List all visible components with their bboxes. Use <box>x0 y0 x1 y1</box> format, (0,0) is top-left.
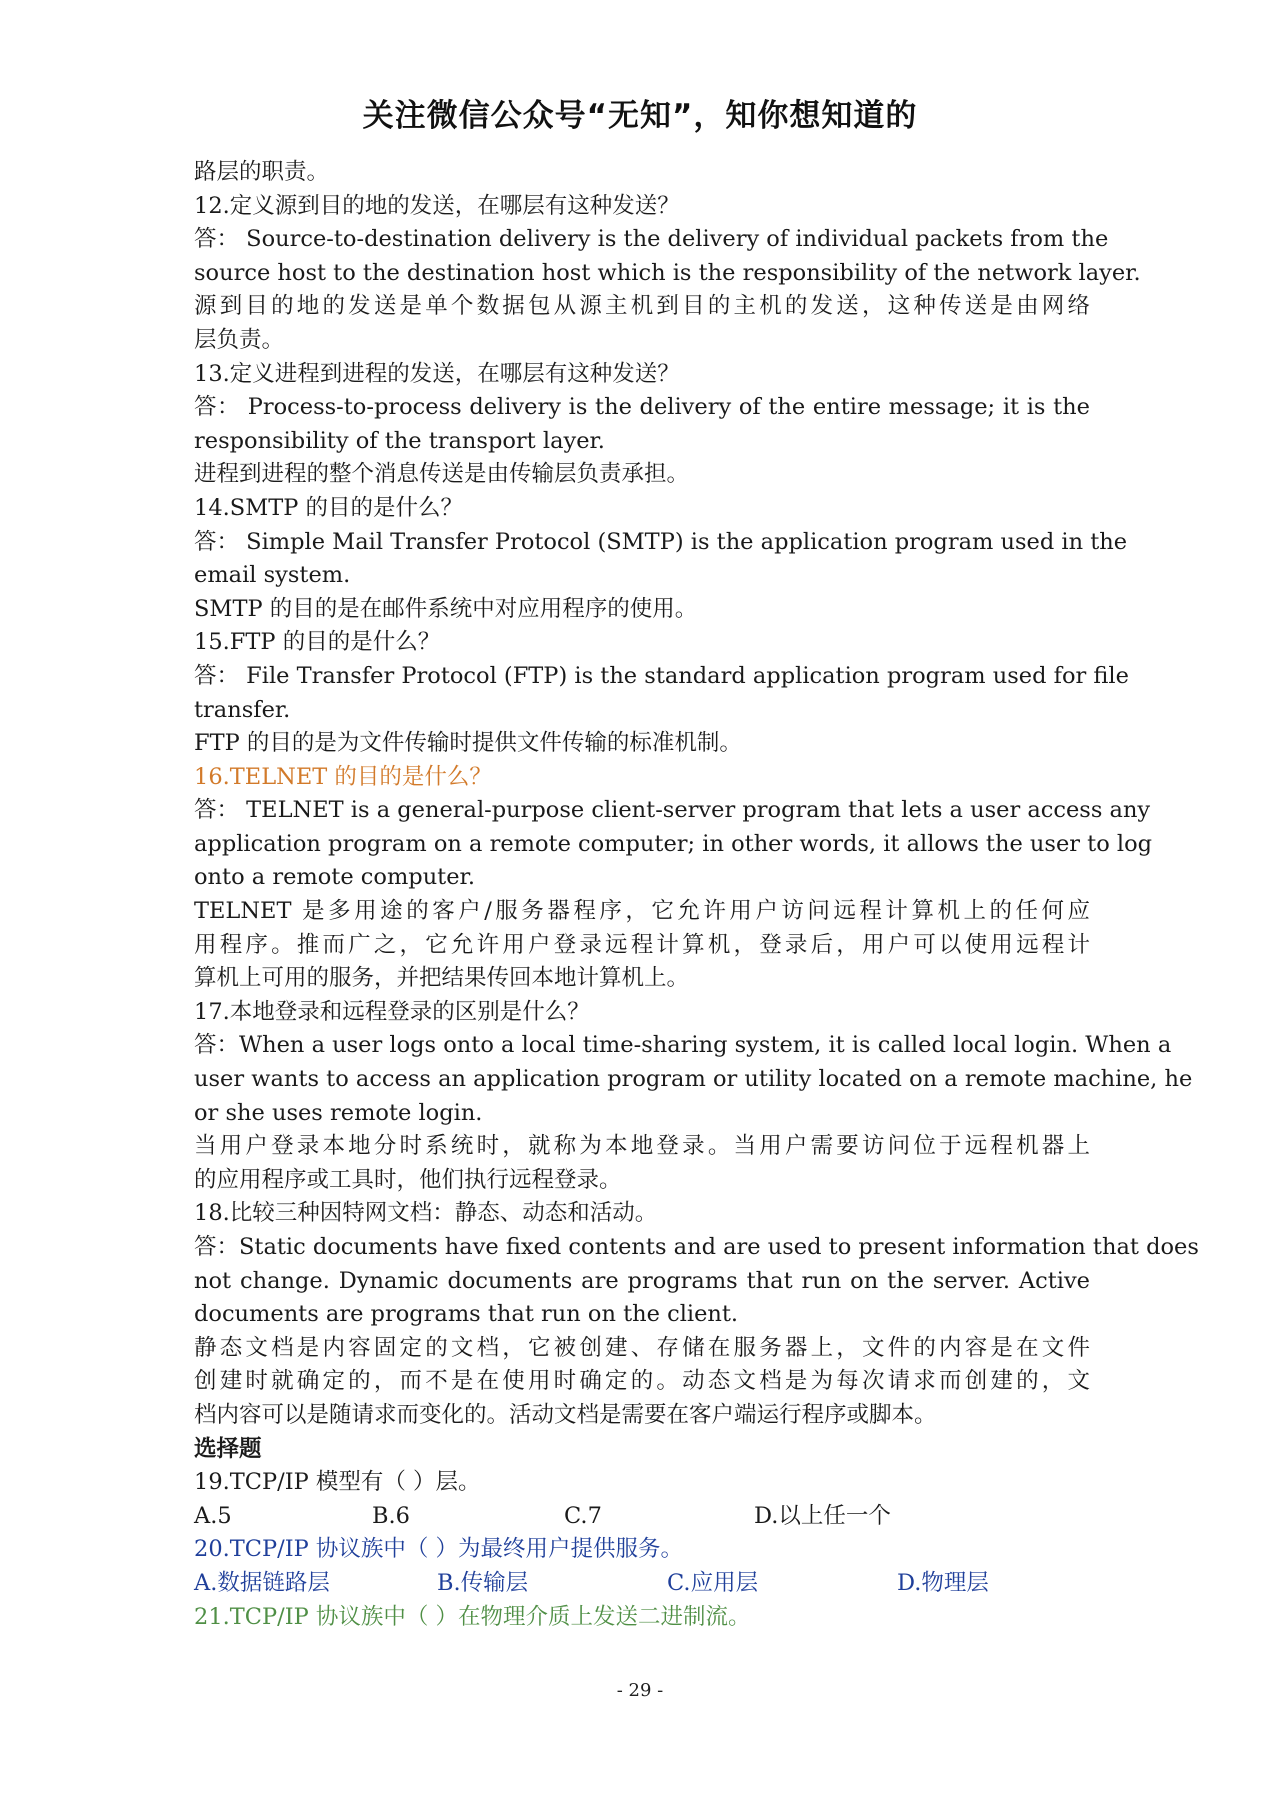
page-header-title: 关注微信公众号“无知”，知你想知道的 <box>362 98 918 134</box>
answer-18-zh-line-1: 静态文档是内容固定的文档，它被创建、存储在服务器上，文件的内容是在文件 <box>194 1334 1090 1361</box>
option-b: B.传输层 <box>437 1569 529 1596</box>
question-15: 15.FTP 的目的是什么？ <box>194 629 441 656</box>
answer-13-en-line-2: responsibility of the transport layer. <box>194 427 605 454</box>
answer-16-zh-line-2: 用程序。推而广之，它允许用户登录远程计算机，登录后，用户可以使用远程计 <box>194 931 1090 958</box>
answer-14-zh-line-1: SMTP 的目的是在邮件系统中对应用程序的使用。 <box>194 595 698 622</box>
answer-12-en-line-2: source host to the destination host which is the responsibility of the network layer. <box>194 259 1141 286</box>
option-d: D.以上任一个 <box>754 1502 891 1529</box>
option-d: D.物理层 <box>897 1569 989 1596</box>
option-b: B.6 <box>372 1502 411 1529</box>
text-line: 路层的职责。 <box>194 159 330 185</box>
answer-17-zh-line-2: 的应用程序或工具时，他们执行远程登录。 <box>194 1166 622 1193</box>
answer-18-en-line-2: not change. Dynamic documents are programs that run on the server. Active <box>194 1267 1090 1294</box>
answer-15-en-line-1: 答： File Transfer Protocol (FTP) is the standard application program used for file <box>194 662 1129 689</box>
answer-14-en-line-1: 答： Simple Mail Transfer Protocol (SMTP) is the application program used in the <box>194 528 1128 555</box>
answer-16-en-line-2: application program on a remote computer; in other words, it allows the user to log <box>194 830 1153 857</box>
answer-18-zh-line-2: 创建时就确定的，而不是在使用时确定的。动态文档是为每次请求而创建的，文 <box>194 1368 1090 1395</box>
answer-12-en-line-1: 答： Source-to-destination delivery is the delivery of individual packets from the <box>194 226 1109 253</box>
section-heading-multiple-choice: 选择题 <box>194 1435 262 1462</box>
answer-16-zh-line-3: 算机上可用的服务，并把结果传回本地计算机上。 <box>194 965 690 992</box>
answer-16-en-line-1: 答： TELNET is a general-purpose client-server program that lets a user access any <box>194 797 1151 824</box>
question-19-options <box>194 1500 1090 1534</box>
answer-15-en-line-2: transfer. <box>194 696 291 723</box>
answer-17-en-line-1: 答：When a user logs onto a local time-sharing system, it is called local login. When a <box>194 1032 1172 1059</box>
answer-15-zh-line-1: FTP 的目的是为文件传输时提供文件传输的标准机制。 <box>194 730 742 757</box>
answer-17-zh-line-1: 当用户登录本地分时系统时，就称为本地登录。当用户需要访问位于远程机器上 <box>194 1133 1090 1160</box>
option-a: A.5 <box>194 1502 232 1529</box>
question-12: 12.定义源到目的地的发送，在哪层有这种发送？ <box>194 192 680 219</box>
option-a: A.数据链路层 <box>194 1569 330 1596</box>
answer-17-en-line-2: user wants to access an application program or utility located on a remote machine, he <box>194 1066 1193 1093</box>
question-17: 17.本地登录和远程登录的区别是什么？ <box>194 998 590 1025</box>
question-19: 19.TCP/IP 模型有（ ）层。 <box>194 1469 481 1496</box>
answer-13-en-line-1: 答： Process-to-process delivery is the delivery of the entire message; it is the <box>194 394 1090 421</box>
answer-13-zh-line-1: 进程到进程的整个消息传送是由传输层负责承担。 <box>194 461 690 488</box>
answer-17-en-line-3: or she uses remote login. <box>194 1099 483 1126</box>
option-c: C.7 <box>564 1502 602 1529</box>
document-body <box>194 156 1199 1634</box>
question-18: 18.比较三种因特网文档：静态、动态和活动。 <box>194 1200 658 1227</box>
answer-14-en-line-2: email system. <box>194 562 351 589</box>
question-21: 21.TCP/IP 协议族中（ ）在物理介质上发送二进制流。 <box>194 1603 751 1630</box>
question-16: 16.TELNET 的目的是什么？ <box>194 763 492 790</box>
answer-12-zh-line-2: 层负责。 <box>194 326 285 353</box>
answer-12-zh-line-1: 源到目的地的发送是单个数据包从源主机到目的主机的发送，这种传送是由网络 <box>194 293 1090 320</box>
question-13: 13.定义进程到进程的发送，在哪层有这种发送？ <box>194 360 680 387</box>
option-c: C.应用层 <box>667 1569 759 1596</box>
answer-16-zh-line-1: TELNET 是多用途的客户/服务器程序，它允许用户访问远程计算机上的任何应 <box>194 898 1090 925</box>
answer-18-zh-line-3: 档内容可以是随请求而变化的。活动文档是需要在客户端运行程序或脚本。 <box>194 1401 937 1428</box>
question-20-options <box>194 1567 1090 1601</box>
answer-16-en-line-3: onto a remote computer. <box>194 864 475 891</box>
answer-18-en-line-1: 答：Static documents have fixed contents and are used to present information that does <box>194 1234 1199 1260</box>
answer-18-en-line-3: documents are programs that run on the client. <box>194 1301 739 1328</box>
question-14: 14.SMTP 的目的是什么？ <box>194 494 464 521</box>
question-20: 20.TCP/IP 协议族中（ ）为最终用户提供服务。 <box>194 1536 684 1563</box>
page-number: - 29 - <box>616 1680 664 1701</box>
